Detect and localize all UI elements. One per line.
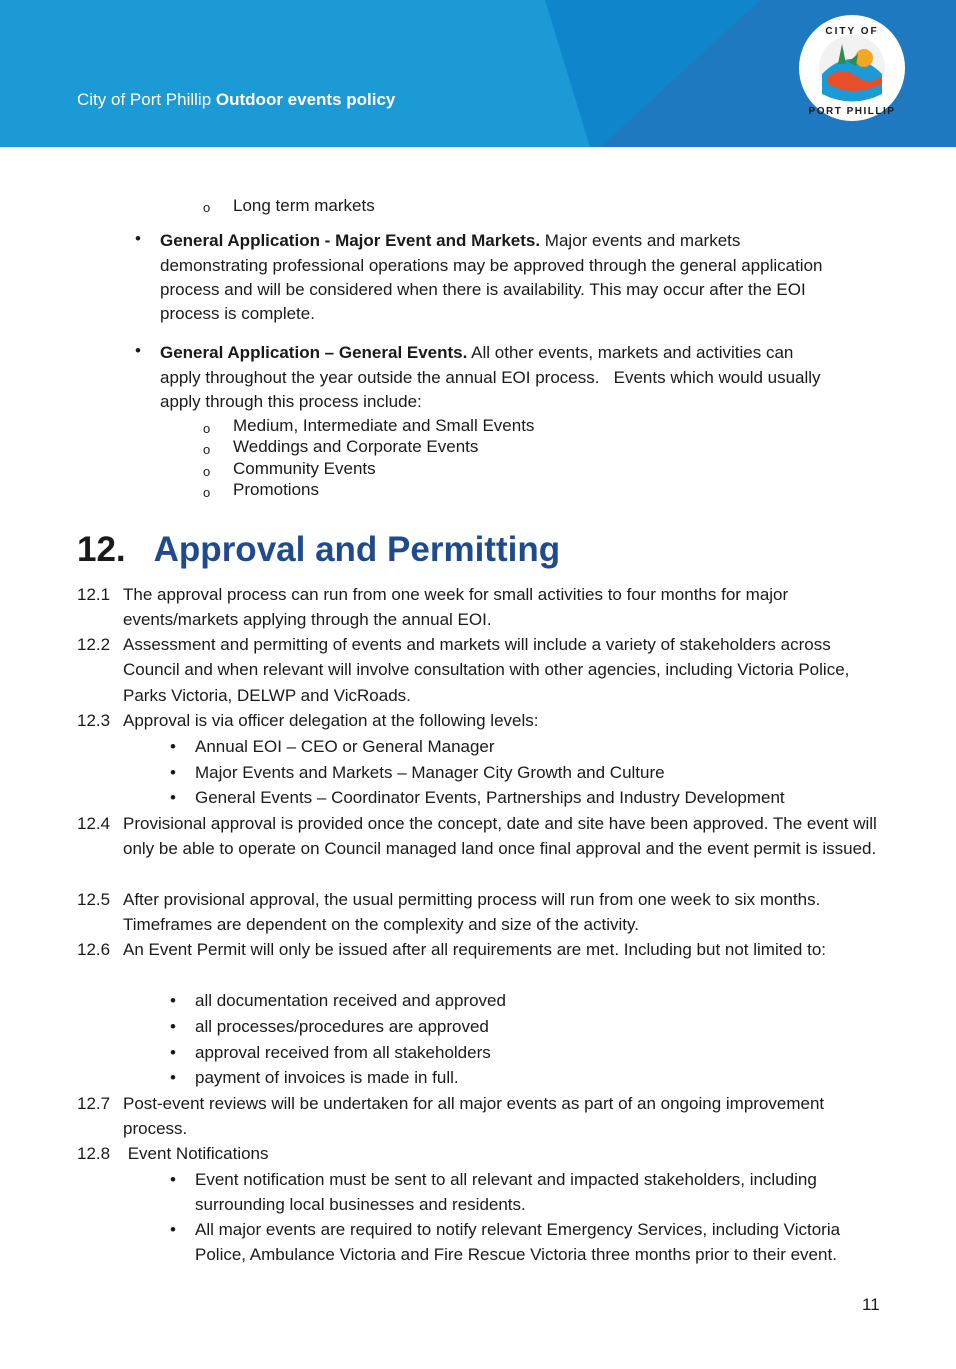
list-item: all processes/procedures are approved	[195, 1017, 489, 1036]
item-text: Post-event reviews will be undertaken for all major events as part of an ongoing improvement process.	[123, 1094, 825, 1139]
circle-bullet: o	[203, 485, 211, 500]
item-text: Provisional approval is provided once the concept, date and site have been approved. The event will only be able to operate on Council managed land once final approval and the event permit is issued.	[123, 814, 877, 859]
bullet-dot: •	[170, 788, 176, 807]
item-number: 12.7	[77, 1094, 111, 1113]
city-logo-icon	[798, 14, 906, 122]
list-item: All major events are required to notify relevant Emergency Services, including Victoria Police, Ambulance Victoria and Fire Rescue Victoria three months prior to their event.	[195, 1220, 841, 1264]
item-number: 12.3	[77, 711, 111, 730]
bullet-dot: •	[170, 737, 176, 756]
item-number: 12.2	[77, 635, 111, 654]
bullet-dot: •	[170, 1068, 176, 1087]
bullet-heading: General Application – General Events.	[160, 343, 468, 362]
bullet-dot: •	[170, 1220, 176, 1239]
item-text: Approval is via officer delegation at the following levels:	[123, 711, 539, 730]
list-item: Community Events	[233, 459, 376, 478]
item-text: After provisional approval, the usual permitting process will run from one week to six months. Timeframes are dependent on the complexity and size of the activity.	[123, 890, 821, 935]
circle-bullet: o	[203, 442, 211, 457]
list-item: payment of invoices is made in full.	[195, 1068, 459, 1087]
list-item: approval received from all stakeholders	[195, 1043, 491, 1062]
header-title	[77, 90, 395, 110]
header-banner	[0, 0, 956, 147]
list-item: Long term markets	[233, 196, 375, 215]
item-text: The approval process can run from one week for small activities to four months for major events/markets applying through the annual EOI.	[123, 585, 789, 630]
bullet-dot: •	[170, 763, 176, 782]
bullet-dot: •	[170, 991, 176, 1010]
list-item	[160, 341, 793, 366]
logo-text-top: CITY OF	[825, 26, 879, 37]
bullet-text: process is complete.	[160, 304, 315, 323]
bullet-text: apply throughout the year outside the annual EOI process. Events which would usually	[160, 368, 821, 387]
list-item: Annual EOI – CEO or General Manager	[195, 737, 495, 756]
list-item	[160, 229, 740, 254]
section-number: 12.	[77, 530, 126, 569]
list-item: Promotions	[233, 480, 319, 499]
header-org: City of Port Phillip	[77, 90, 212, 109]
list-item: Medium, Intermediate and Small Events	[233, 416, 535, 435]
bullet-dot: •	[170, 1170, 176, 1189]
list-item: Event notification must be sent to all relevant and impacted stakeholders, including surrounding local businesses and residents.	[195, 1170, 817, 1214]
bullet-dot: •	[135, 229, 141, 248]
list-item: General Events – Coordinator Events, Partnerships and Industry Development	[195, 788, 785, 807]
item-text: An Event Permit will only be issued after all requirements are met. Including but not limited to:	[123, 940, 827, 959]
bullet-heading: General Application - Major Event and Markets.	[160, 231, 541, 250]
item-number: 12.6	[77, 940, 111, 959]
circle-bullet: o	[203, 421, 211, 436]
item-text: Event Notifications	[123, 1144, 269, 1163]
section-heading	[77, 530, 560, 570]
bullet-text: demonstrating professional operations may be approved through the general application	[160, 256, 823, 275]
item-number: 12.4	[77, 814, 111, 833]
list-item: all documentation received and approved	[195, 991, 506, 1010]
bullet-text: Major events and markets	[540, 231, 741, 250]
bullet-text: All other events, markets and activities can	[467, 343, 794, 362]
logo-text-bottom: PORT PHILLIP	[808, 106, 896, 117]
item-text: Assessment and permitting of events and markets will include a variety of stakeholders across Council and when relevant will involve consultation with other agencies, including Victoria Police, Parks Victoria, DELWP and VicRoads.	[123, 635, 850, 705]
bullet-dot: •	[170, 1017, 176, 1036]
item-number: 12.1	[77, 585, 111, 604]
section-title: Approval and Permitting	[153, 530, 561, 569]
page-number: 11	[862, 1295, 880, 1314]
bullet-dot: •	[135, 341, 141, 360]
list-item: Weddings and Corporate Events	[233, 437, 479, 456]
circle-bullet: o	[203, 200, 211, 215]
bullet-text: process and will be considered when there is availability. This may occur after the EOI	[160, 280, 806, 299]
bullet-dot: •	[170, 1043, 176, 1062]
list-item: Major Events and Markets – Manager City Growth and Culture	[195, 763, 665, 782]
circle-bullet: o	[203, 464, 211, 479]
bullet-text: apply through this process include:	[160, 392, 422, 411]
item-number: 12.8	[77, 1144, 111, 1163]
item-number: 12.5	[77, 890, 111, 909]
header-doc-title: Outdoor events policy	[215, 90, 396, 109]
